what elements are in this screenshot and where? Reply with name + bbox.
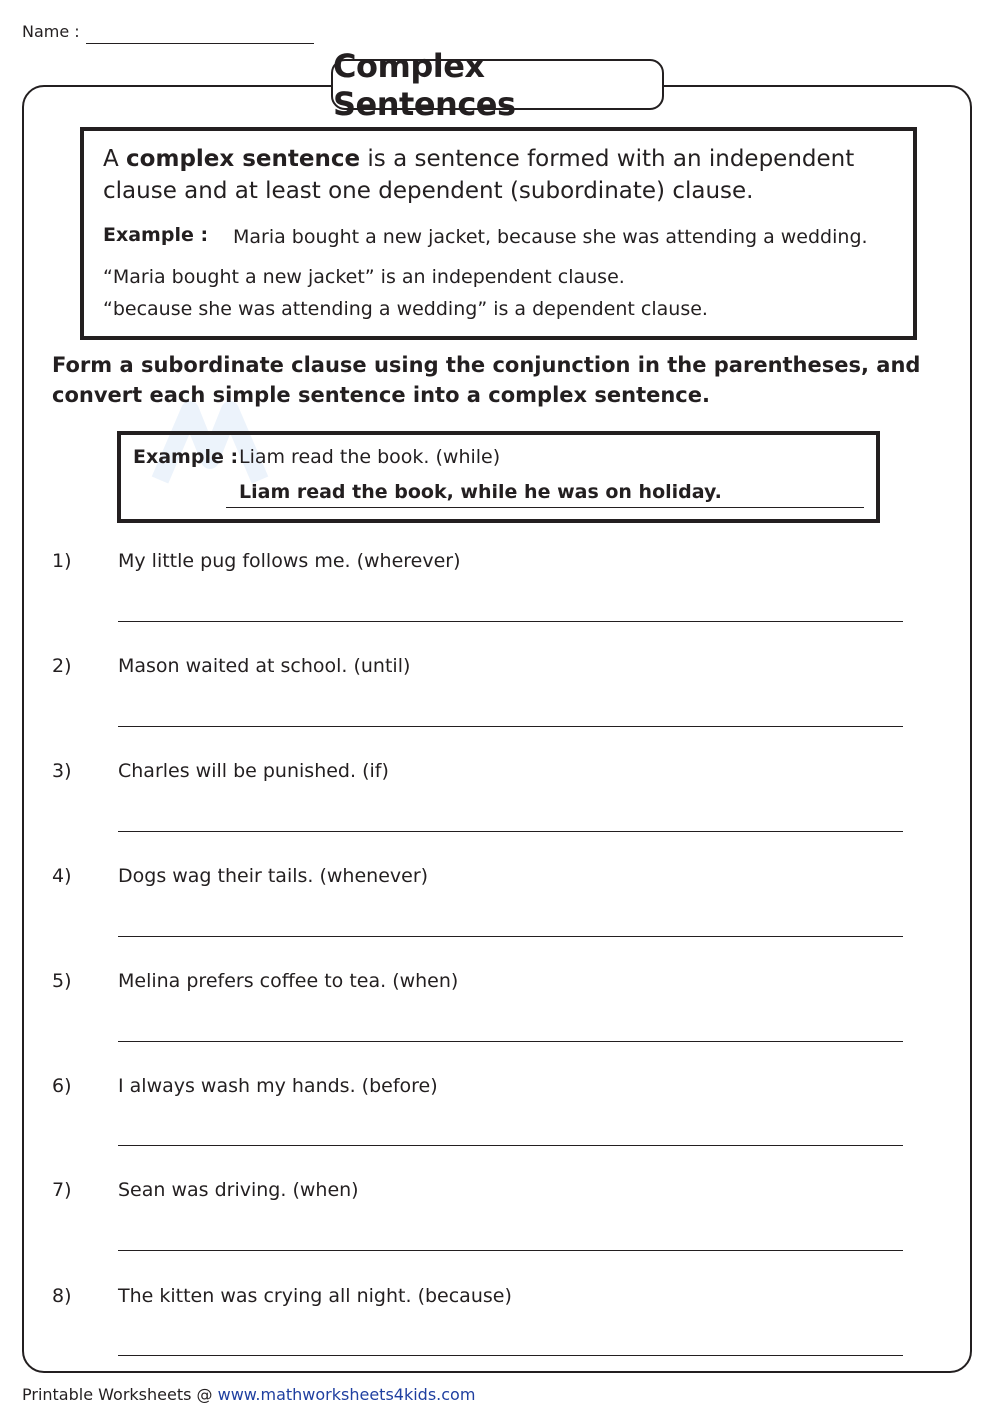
definition-prefix: A bbox=[103, 146, 127, 172]
example-answer: Liam read the book, while he was on holiday. bbox=[239, 481, 722, 503]
footer-link[interactable]: www.mathworksheets4kids.com bbox=[217, 1385, 476, 1404]
answer-line[interactable] bbox=[118, 1250, 903, 1251]
answer-line[interactable] bbox=[118, 936, 903, 937]
example-label: Example : bbox=[133, 446, 239, 468]
example-prompt: Liam read the book. (while) bbox=[239, 446, 501, 468]
question-number: 3) bbox=[52, 760, 72, 782]
answer-line[interactable] bbox=[118, 1041, 903, 1042]
answer-line[interactable] bbox=[118, 831, 903, 832]
question-text: Mason waited at school. (until) bbox=[118, 655, 411, 677]
definition-note-independent: “Maria bought a new jacket” is an independent clause. bbox=[103, 266, 625, 288]
question-number: 6) bbox=[52, 1075, 72, 1097]
example-box bbox=[117, 431, 880, 523]
answer-line[interactable] bbox=[118, 726, 903, 727]
question-number: 7) bbox=[52, 1179, 72, 1201]
name-input-line[interactable] bbox=[86, 43, 314, 44]
question-number: 1) bbox=[52, 550, 72, 572]
footer bbox=[22, 1385, 475, 1404]
question-text: Dogs wag their tails. (whenever) bbox=[118, 865, 429, 887]
answer-line[interactable] bbox=[118, 1145, 903, 1146]
name-label: Name : bbox=[22, 22, 80, 41]
question-text: My little pug follows me. (wherever) bbox=[118, 550, 461, 572]
question-number: 8) bbox=[52, 1285, 72, 1307]
question-text: I always wash my hands. (before) bbox=[118, 1075, 438, 1097]
footer-prefix: Printable Worksheets @ bbox=[22, 1385, 218, 1404]
question-number: 2) bbox=[52, 655, 72, 677]
question-text: The kitten was crying all night. (because) bbox=[118, 1285, 512, 1307]
definition-term: complex sentence bbox=[126, 146, 361, 172]
definition-example-label: Example : bbox=[103, 224, 209, 246]
question-text: Melina prefers coffee to tea. (when) bbox=[118, 970, 459, 992]
page-title: Complex Sentences bbox=[331, 59, 664, 110]
example-answer-line bbox=[226, 507, 864, 508]
definition-text bbox=[103, 143, 903, 207]
definition-note-dependent: “because she was attending a wedding” is a dependent clause. bbox=[103, 298, 708, 320]
question-number: 4) bbox=[52, 865, 72, 887]
question-text: Charles will be punished. (if) bbox=[118, 760, 389, 782]
definition-example-text: Maria bought a new jacket, because she was attending a wedding. bbox=[233, 226, 868, 248]
answer-line[interactable] bbox=[118, 1355, 903, 1356]
question-number: 5) bbox=[52, 970, 72, 992]
instructions: Form a subordinate clause using the conjunction in the parentheses, and convert each simple sentence into a complex sentence. bbox=[52, 353, 921, 407]
definition-suffix: is a sentence formed with an independent clause and at least one dependent (subordinate) clause. bbox=[103, 146, 855, 204]
question-text: Sean was driving. (when) bbox=[118, 1179, 359, 1201]
answer-line[interactable] bbox=[118, 621, 903, 622]
